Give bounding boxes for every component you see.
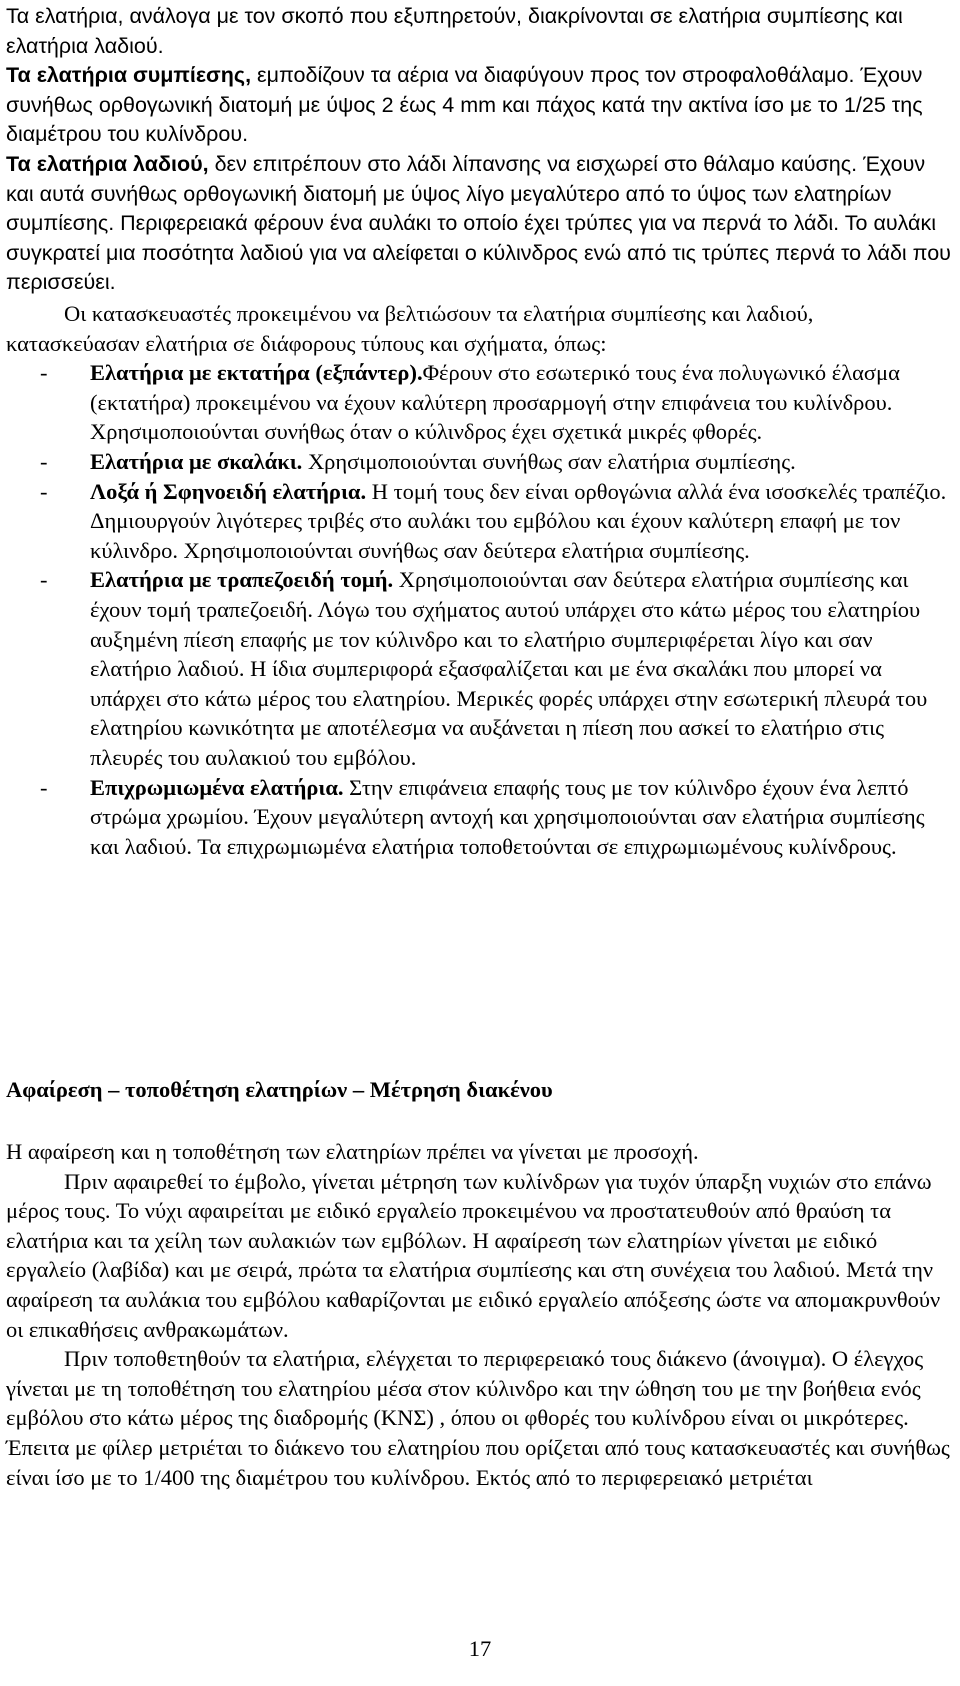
removal-paragraph-2: Πριν αφαιρεθεί το έμβολο, γίνεται μέτρηση των κυλίνδρων για τυχόν ύπαρξη νυχιών στο επάνω μέρος τους. Το νύχι αφαιρείται με ειδικό εργαλείο προκειμένου να προστατευθούν από θραύση τα ελατήρια και τα χείλη των αυλακιών των εμβόλων. Η αφαίρεση των ελατηρίων γίνεται με ειδικό εργαλείο (λαβίδα) και με σειρά, πρώτα τα ελατήρια συμπίεσης και στη συνέχεια του λαδιού. Μετά την αφαίρεση τα αυλάκια του εμβόλου καθαρίζονται με ειδικό εργαλείο απόξεσης ώστε να απομακρυνθούν οι επικαθήσεις ανθρακωμάτων. (6, 1168, 941, 1342)
ring-type-item (6, 773, 952, 862)
section-heading: Αφαίρεση – τοποθέτηση ελατηρίων – Μέτρηση διακένου (6, 1077, 553, 1102)
removal-section (6, 1137, 952, 1492)
intro-paragraph-3 (6, 150, 952, 298)
intro-section (6, 2, 952, 298)
ring-type-text: Η τομή τους δεν είναι ορθογώνια αλλά ένα ισοσκελές τραπέζιο. Δημιουργούν λιγότερες τριβές στο αυλάκι του εμβόλου και έχουν καλύτερη επαφή με τον κύλινδρο. Χρησιμοποιούνται συνήθως σαν δεύτερα ελατήρια συμπίεσης. (90, 478, 947, 563)
intro-paragraph-2 (6, 61, 952, 150)
ring-types-section (6, 299, 952, 861)
ring-type-title: Ελατήρια με σκαλάκι. (90, 448, 303, 474)
ring-type-text: Στην επιφάνεια επαφής τους με τον κύλινδρο έχουν ένα λεπτό στρώμα χρωμίου. Έχουν μεγαλύτερη αντοχή και χρησιμοποιούνται σαν ελατήρια συμπίεσης και λαδιού. Τα επιχρωμιωμένα ελατήρια τοποθετούνται σε επιχρωμιωμένους κυλίνδρους. (90, 774, 925, 859)
ring-type-item (6, 477, 952, 566)
ring-types-intro: Οι κατασκευαστές προκειμένου να βελτιώσουν τα ελατήρια συμπίεσης και λαδιού, κατασκεύασαν ελατήρια σε διάφορους τύπους και σχήματα, όπως: (6, 301, 814, 356)
ring-type-item (6, 447, 952, 477)
oil-rings-text: δεν επιτρέπουν στο λάδι λίπανσης να εισχωρεί στο θάλαμο καύσης. Έχουν και αυτά συνήθως ορθογωνική διατομή με ύψος λίγο μεγαλύτερο από το ύψος των ελατηρίων συμπίεσης. Περιφερειακά φέρουν ένα αυλάκι το οποίο έχει τρύπες για να περνά το λάδι. Το αυλάκι συγκρατεί μια ποσότητα λαδιού για να αλείφεται ο κύλινδρος ενώ από τις τρύπες περνά το λάδι που περισσεύει. (6, 151, 951, 295)
ring-type-item (6, 565, 952, 772)
ring-type-text: Χρησιμοποιούνται σαν δεύτερα ελατήρια συμπίεσης και έχουν τομή τραπεζοειδή. Λόγω του σχήματος αυτού υπάρχει στο κάτω μέρος του ελατηρίου αυξημένη πίεση επαφής με τον κύλινδρο και το ελατήριο συμπεριφέρεται λίγο και σαν ελατήριο λαδιού. Η ίδια συμπεριφορά εξασφαλίζεται και με ένα σκαλάκι που μπορεί να υπάρχει στο κάτω μέρος του ελατηρίου. Μερικές φορές υπάρχει στην εσωτερική πλευρά του ελατηρίου κωνικότητα με αποτέλεσμα να αυξάνεται η πίεση που ασκεί το ελατήριο στις πλευρές του αυλακιού του εμβόλου. (90, 567, 928, 770)
oil-rings-term: Τα ελατήρια λαδιού, (6, 151, 209, 176)
page-number: 17 (468, 1636, 492, 1661)
compression-rings-text: εμποδίζουν τα αέρια να διαφύγουν προς τον στροφαλοθάλαμο. Έχουν συνήθως ορθογωνική διατομή με ύψος 2 έως 4 mm και πάχος κατά την ακτίνα ίσο με το 1/25 της διαμέτρου του κυλίνδρου. (6, 63, 923, 147)
ring-type-title: Επιχρωμιωμένα ελατήρια. (90, 774, 344, 800)
removal-paragraph-1: Η αφαίρεση και η τοποθέτηση των ελατηρίων πρέπει να γίνεται με προσοχή. (6, 1139, 699, 1164)
ring-type-title: Λοξά ή Σφηνοειδή ελατήρια. (90, 478, 367, 504)
list-dash: - (40, 448, 48, 474)
ring-type-item (6, 358, 952, 447)
ring-type-text: Χρησιμοποιούνται συνήθως σαν ελατήρια συμπίεσης. (302, 448, 796, 474)
list-dash: - (40, 567, 48, 593)
compression-rings-term: Τα ελατήρια συμπίεσης, (6, 63, 252, 88)
list-dash: - (40, 478, 48, 504)
list-dash: - (40, 360, 48, 386)
ring-type-title: Ελατήρια με εκτατήρα (εξπάντερ). (90, 360, 423, 386)
ring-type-text: Φέρουν στο εσωτερικό τους ένα πολυγωνικό έλασμα (εκτατήρα) προκειμένου να έχουν καλύτερη προσαρμογή στην επιφάνεια του κυλίνδρου. Χρησιμοποιούνται συνήθως όταν ο κύλινδρος έχει σχετικά μικρές φθορές. (90, 360, 900, 445)
removal-paragraph-3: Πριν τοποθετηθούν τα ελατήρια, ελέγχεται το περιφερειακό τους διάκενο (άνοιγμα). Ο έλεγχος γίνεται με τη τοποθέτηση του ελατηρίου μέσα στον κύλινδρο και την ώθηση του με την βοήθεια ενός εμβόλου στο κάτω μέρος της διαδρομής (ΚΝΣ) , όπου οι φθορές του κυλίνδρου είναι οι μικρότερες. Έπειτα με φίλερ μετριέται το διάκενο του ελατηρίου που ορίζεται από τους κατασκευαστές και συνήθως είναι ίσο με το 1/400 της διαμέτρου του κυλίνδρου. Εκτός από το περιφερειακό μετριέται (6, 1346, 950, 1490)
intro-paragraph-1: Τα ελατήρια, ανάλογα με τον σκοπό που εξυπηρετούν, διακρίνονται σε ελατήρια συμπίεσης και ελατήρια λαδιού. (6, 4, 903, 58)
ring-type-title: Ελατήρια με τραπεζοειδή τομή. (90, 567, 394, 593)
list-dash: - (40, 774, 48, 800)
